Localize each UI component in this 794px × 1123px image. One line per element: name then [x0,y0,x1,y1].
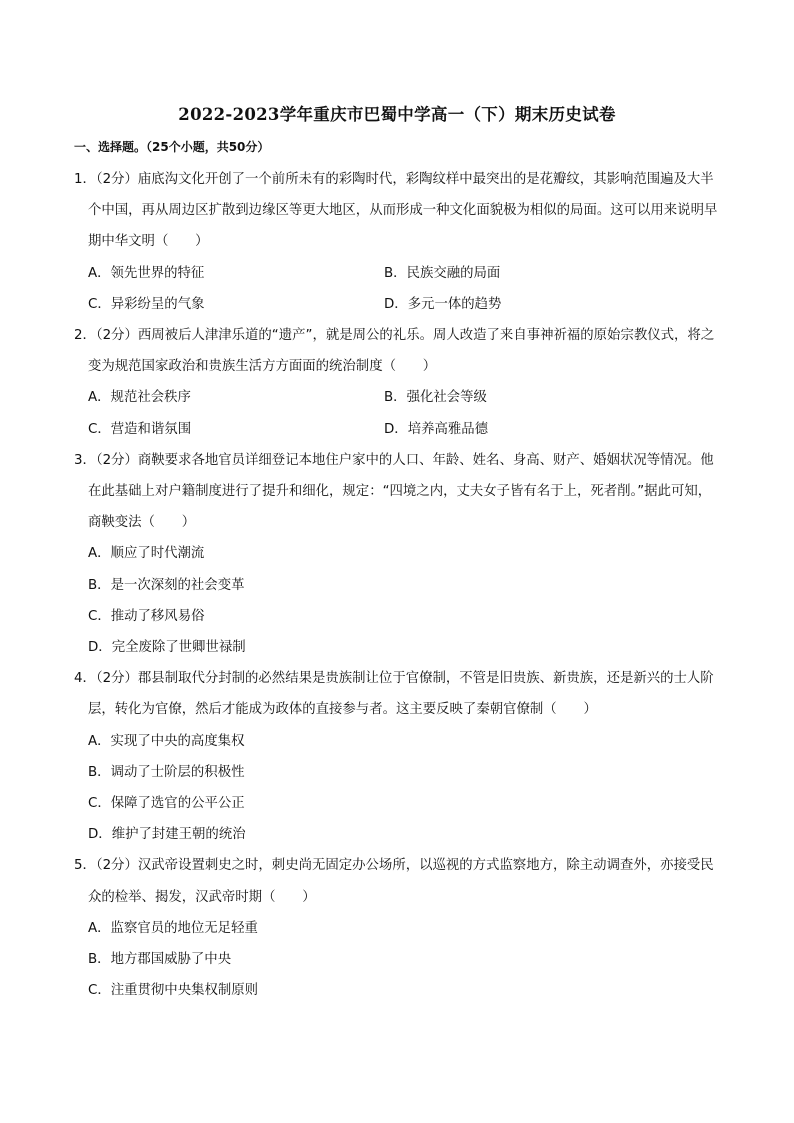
question-1 [74,164,720,320]
option-row [74,258,720,289]
option-a: A．规范社会秩序 [88,390,191,406]
section-heading: 一、选择题。（25个小题，共50分） [74,140,270,154]
option-a: A．监察官员的地位无足轻重 [88,920,258,936]
option-b: B．民族交融的局面 [384,265,501,281]
option-c: C．推动了移风易俗 [88,608,205,624]
option-c: C．保障了选官的公平公正 [88,796,245,812]
exam-title: 2022-2023学年重庆市巴蜀中学高一（下）期末历史试卷 [178,105,616,124]
option-c: C．异彩纷呈的气象 [88,296,205,312]
question-2 [74,320,720,445]
option-d: D．维护了封建王朝的统治 [88,827,246,843]
option-row [74,289,720,320]
option-a: A．领先世界的特征 [88,265,205,281]
option-c: C．注重贯彻中央集权制原则 [88,983,259,999]
question-stem: 2．（2分）西周被后人津津乐道的“遗产”，就是周公的礼乐。周人改造了来自事神祈福的原始宗教仪式，将之变为规范国家政治和贵族生活方方面面的统治制度（ ） [74,328,715,375]
option-d: D．多元一体的趋势 [384,296,502,312]
option-c: C．营造和谐氛围 [88,421,192,437]
question-stem: 4．（2分）郡县制取代分封制的必然结果是贵族制让位于官僚制，不管是旧贵族、新贵族，还是新兴的士人阶层，转化为官僚，然后才能成为政体的直接参与者。这主要反映了秦朝官僚制（ ） [74,671,714,718]
option-a: A．实现了中央的高度集权 [88,733,245,749]
option-b: B．强化社会等级 [384,390,487,406]
question-5 [74,850,720,1006]
question-stem: 5．（2分）汉武帝设置刺史之时，刺史尚无固定办公场所，以巡视的方式监察地方，除主动调查外，亦接受民众的检举、揭发，汉武帝时期（ ） [74,858,714,905]
option-b: B．是一次深刻的社会变革 [88,577,245,593]
question-3 [74,445,720,663]
option-d: D．完全废除了世卿世禄制 [88,640,246,656]
option-a: A．顺应了时代潮流 [88,546,205,562]
option-row [74,414,720,445]
option-row [74,382,720,413]
question-stem: 3．（2分）商鞅要求各地官员详细登记本地住户家中的人口、年龄、姓名、身高、财产、婚姻状况等情况。他在此基础上对户籍制度进行了提升和细化，规定：“四境之内，丈夫女子皆有名于上，死者削。”据此可知，商鞅变法（ ） [74,452,714,531]
option-d: D．培养高雅品德 [384,421,489,437]
question-4 [74,663,720,850]
option-b: B．地方郡国威胁了中央 [88,952,232,968]
option-b: B．调动了士阶层的积极性 [88,764,245,780]
question-stem: 1．（2分）庙底沟文化开创了一个前所未有的彩陶时代，彩陶纹样中最突出的是花瓣纹，其影响范围遍及大半个中国，再从周边区扩散到边缘区等更大地区，从而形成一种文化面貌极为相似的局面。这可以用来说明早期中华文明（ ） [74,172,718,250]
